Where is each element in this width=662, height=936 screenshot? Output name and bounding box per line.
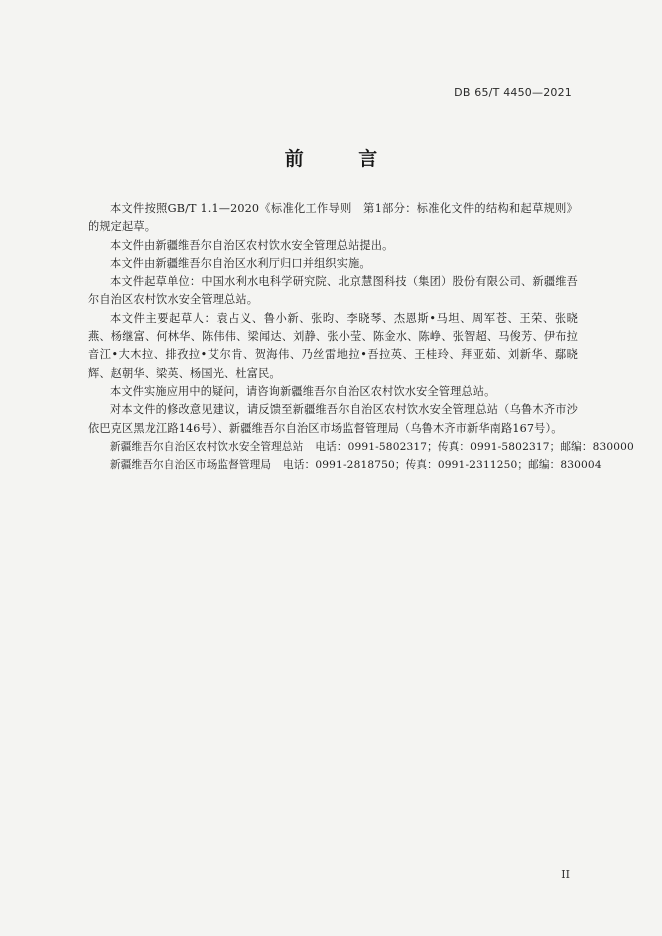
paragraph-proposed-by: 本文件由新疆维吾尔自治区农村饮水安全管理总站提出。 — [110, 238, 394, 252]
contact-info: 电话：0991-2818750；传真：0991-2311250；邮编：830004 — [283, 459, 602, 472]
contact-org: 新疆维吾尔自治区市场监督管理局 — [110, 459, 272, 472]
document-code: DB 65/T 4450—2021 — [454, 86, 572, 99]
contact-line — [88, 456, 602, 474]
paragraph-drafting-units: 本文件起草单位：中国水利水电科学研究院、北京慧图科技（集团）股份有限公司、新疆维吾尔自治区农村饮水安全管理总站。 — [88, 275, 578, 307]
paragraph-feedback: 对本文件的修改意见建议，请反馈至新疆维吾尔自治区农村饮水安全管理总站（乌鲁木齐市沙依巴克区黑龙江路146号）、新疆维吾尔自治区市场监督管理局（乌鲁木齐市新华南路167号）。 — [88, 403, 578, 435]
contact-info: 电话：0991-5802317；传真：0991-5802317；邮编：830000 — [315, 440, 634, 453]
contact-line — [88, 438, 634, 456]
page-number: II — [561, 868, 570, 881]
paragraph-drafting-rules: 本文件按照GB/T 1.1—2020《标准化工作导则 第1部分：标准化文件的结构和起草规则》的规定起草。 — [88, 202, 578, 234]
foreword-body — [88, 200, 634, 474]
contact-org: 新疆维吾尔自治区农村饮水安全管理总站 — [110, 440, 304, 453]
paragraph-inquiries: 本文件实施应用中的疑问，请咨询新疆维吾尔自治区农村饮水安全管理总站。 — [110, 384, 496, 398]
paragraph-administered-by: 本文件由新疆维吾尔自治区水利厅归口并组织实施。 — [110, 256, 371, 270]
paragraph-drafters: 本文件主要起草人：袁占义、鲁小新、张昀、李晓琴、杰恩斯•马坦、周军苍、王荣、张晓燕、杨继富、何林华、陈伟伟、梁闻达、刘静、张小莹、陈金水、陈峥、张智超、马俊芳、伊布拉音江•大木拉、排孜拉•艾尔肯、贺海伟、乃丝雷地拉•吾拉英、王桂玲、拜亚茹、刘新华、鄢晓辉、赵朝华、梁英、杨国光、杜富民。 — [88, 311, 578, 380]
page-title: 前 言 — [284, 148, 402, 170]
